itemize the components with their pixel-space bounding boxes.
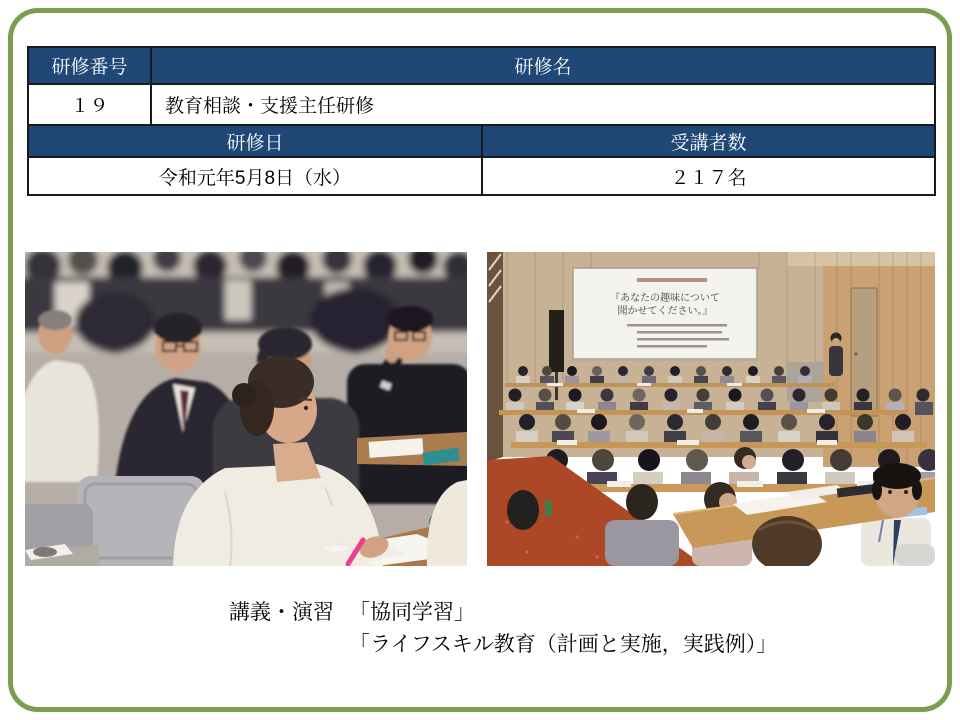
lecturer xyxy=(829,333,843,377)
training-name-value: 教育相談・支援主任研修 xyxy=(151,84,935,125)
caption-prefix: 講義・演習 xyxy=(229,601,334,624)
caption-line-2: 「ライフスキル教育（計画と実施，実践例）」 xyxy=(349,633,778,656)
training-info-table xyxy=(27,46,936,196)
training-date-value: 令和元年5月8日（水） xyxy=(28,157,482,195)
training-date-header: 研修日 xyxy=(28,125,482,157)
right-photo-illustration xyxy=(487,252,935,566)
speaker-tower xyxy=(549,310,564,372)
training-number-value: １９ xyxy=(28,84,151,125)
left-photo xyxy=(25,252,467,566)
participants-header: 受講者数 xyxy=(482,125,935,157)
projection-screen xyxy=(573,268,757,361)
left-wall-edge xyxy=(487,252,503,462)
white-chair xyxy=(895,544,935,566)
bottle xyxy=(545,500,552,516)
backpack xyxy=(507,490,539,530)
caption-line-1: 「協同学習」 xyxy=(349,601,475,624)
screen-text-line-1: 『あなたの趣味について xyxy=(610,293,720,304)
participants-value: ２１７名 xyxy=(482,157,935,195)
right-photo xyxy=(487,252,935,566)
left-photo-illustration xyxy=(25,252,467,566)
training-number-header: 研修番号 xyxy=(28,47,151,84)
training-name-header: 研修名 xyxy=(151,47,935,84)
caption xyxy=(229,597,777,661)
screen-text-line-2: 聞かせてください。』 xyxy=(617,306,713,317)
